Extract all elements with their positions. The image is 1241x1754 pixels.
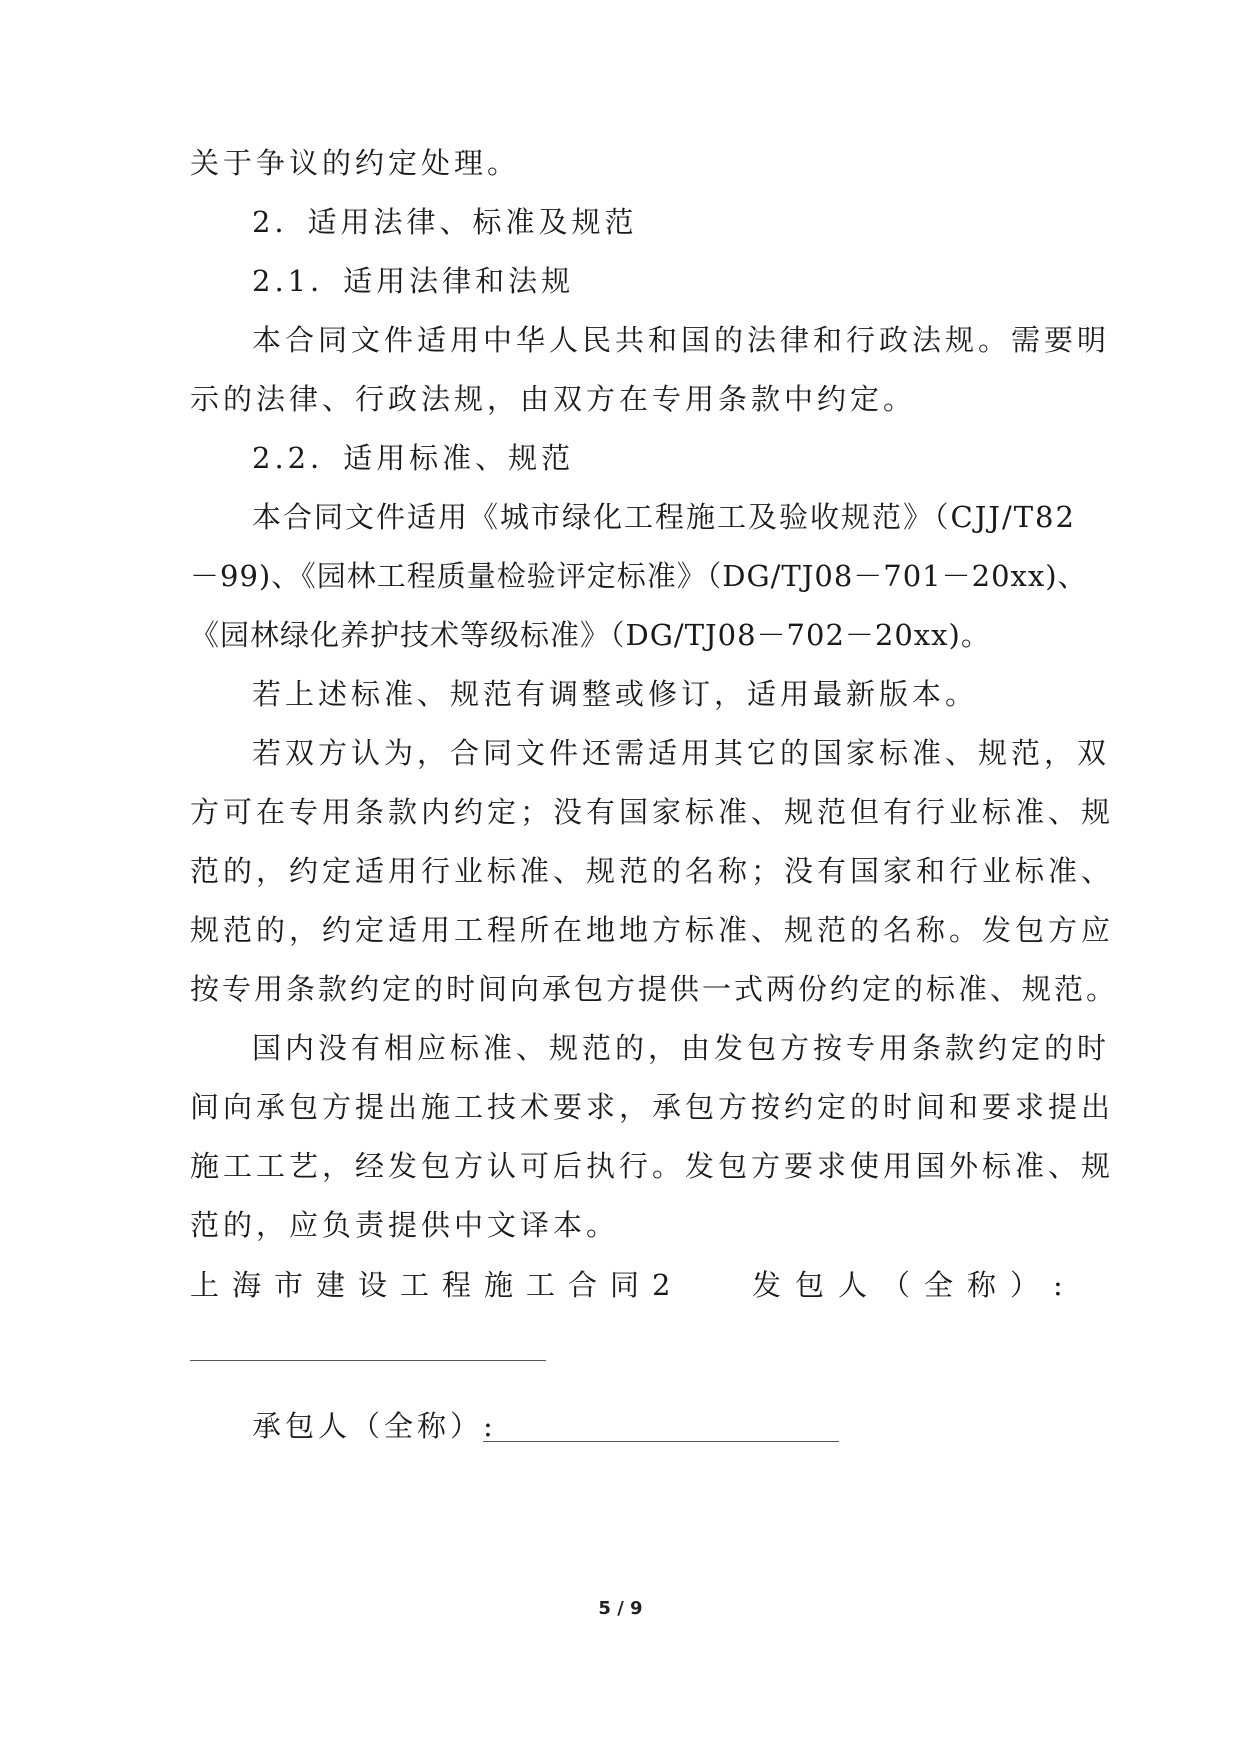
paragraph-line: 若上述标准、规范有调整或修订，适用最新版本。 bbox=[252, 677, 979, 711]
paragraph-line: －99)、《园林工程质量检验评定标准》（DG/TJ08－701－20xx)、 bbox=[190, 559, 1088, 593]
paragraph-line: 范的，约定适用行业标准、规范的名称；没有国家和行业标准、 bbox=[190, 854, 1115, 888]
paragraph-line: 方可在专用条款内约定；没有国家标准、规范但有行业标准、规 bbox=[190, 795, 1115, 829]
paragraph-line: 若双方认为，合同文件还需适用其它的国家标准、规范，双 bbox=[252, 736, 1111, 770]
paragraph-line: 国内没有相应标准、规范的，由发包方按专用条款约定的时 bbox=[252, 1031, 1111, 1065]
paragraph-line: 《园林绿化养护技术等级标准》（DG/TJ08－702－20xx)。 bbox=[190, 618, 991, 652]
paragraph-line: 施工工艺，经发包方认可后执行。发包方要求使用国外标准、规 bbox=[190, 1149, 1115, 1183]
employer-label: 发包人（全称）: bbox=[752, 1268, 1077, 1302]
contractor-signature-line bbox=[483, 1441, 839, 1442]
paragraph-line: 规范的，约定适用工程所在地地方标准、规范的名称。发包方应 bbox=[190, 913, 1115, 947]
subsection-heading: 2.1．适用法律和法规 bbox=[252, 264, 575, 298]
paragraph-line: 关于争议的约定处理。 bbox=[190, 146, 521, 180]
paragraph-line: 间向承包方提出施工技术要求，承包方按约定的时间和要求提出 bbox=[190, 1090, 1115, 1124]
paragraph-line: 范的，应负责提供中文译本。 bbox=[190, 1208, 620, 1242]
contract-title: 上海市建设工程施工合同2 bbox=[190, 1268, 684, 1302]
paragraph-line: 示的法律、行政法规，由双方在专用条款中约定。 bbox=[190, 382, 917, 416]
paragraph-line: 按专用条款约定的时间向承包方提供一式两份约定的标准、规范。 bbox=[190, 972, 1119, 1006]
contractor-label: 承包人（全称）: bbox=[252, 1409, 497, 1443]
page-number: 5 / 9 bbox=[598, 1598, 643, 1619]
section-heading: 2．适用法律、标准及规范 bbox=[252, 205, 638, 239]
employer-signature-line bbox=[190, 1360, 546, 1361]
paragraph-line: 本合同文件适用《城市绿化工程施工及验收规范》（CJJ/T82 bbox=[252, 500, 1076, 534]
subsection-heading: 2.2．适用标准、规范 bbox=[252, 441, 575, 475]
paragraph-line: 本合同文件适用中华人民共和国的法律和行政法规。需要明 bbox=[252, 323, 1111, 357]
